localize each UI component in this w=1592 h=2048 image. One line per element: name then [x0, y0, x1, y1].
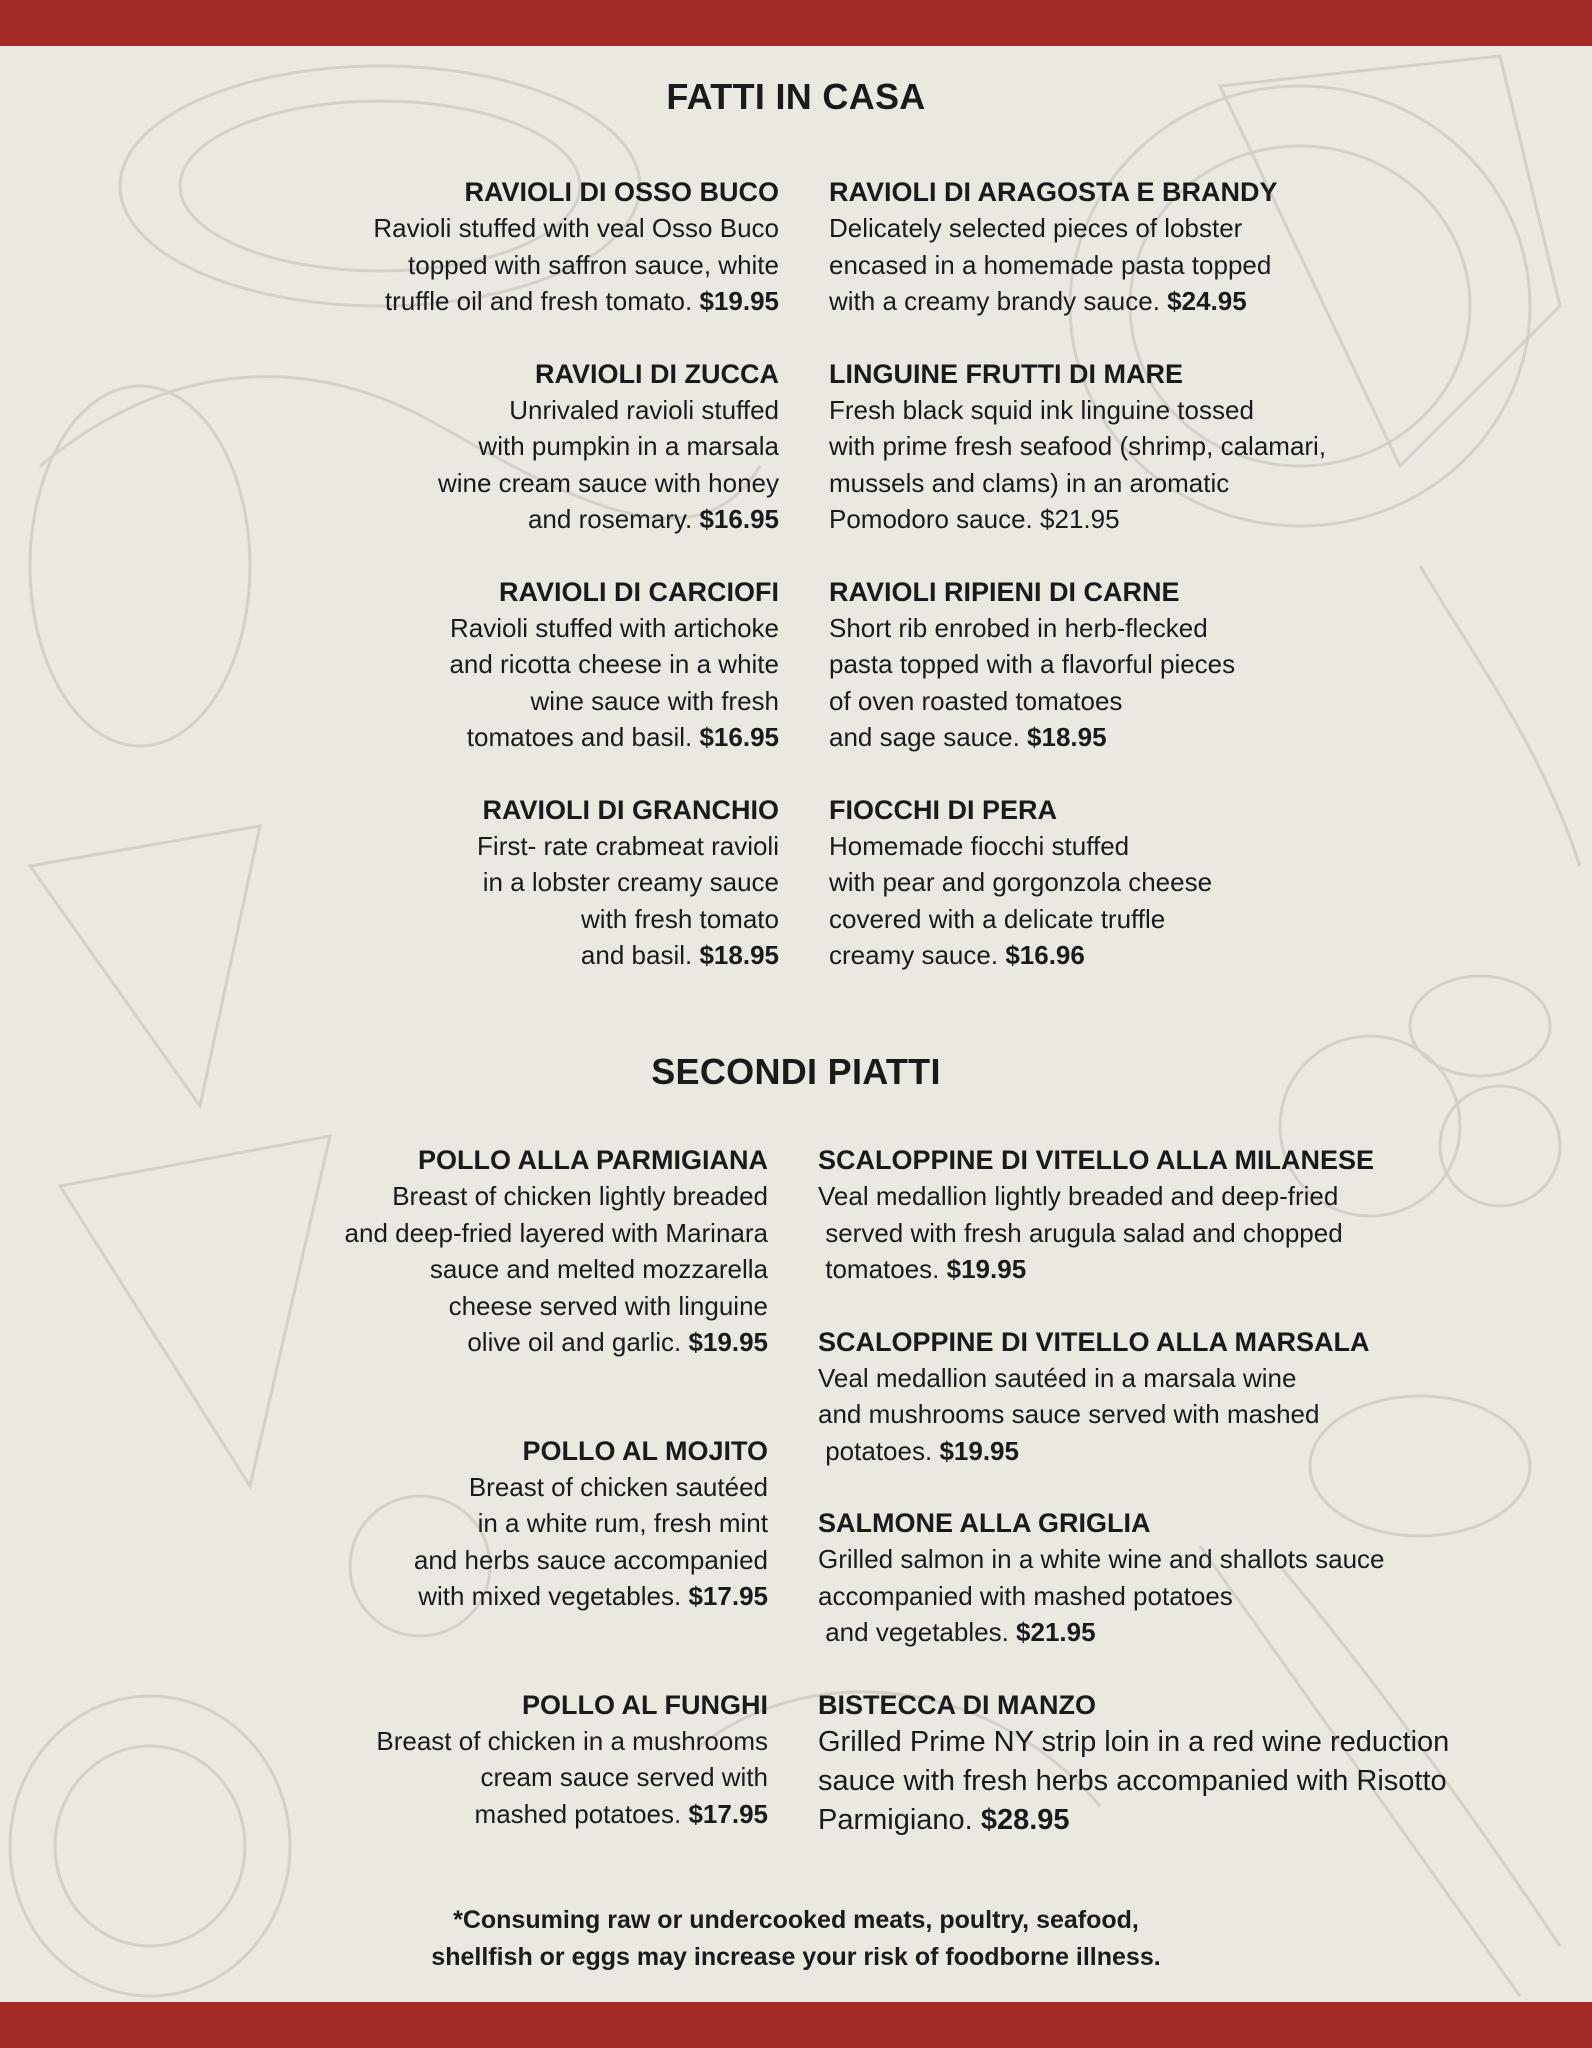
- item-name: POLLO AL MOJITO: [522, 1435, 768, 1466]
- top-red-band: [0, 0, 1592, 46]
- item-price: $18.95: [699, 940, 779, 970]
- menu-item: [818, 1505, 1558, 1651]
- menu-item: [208, 1687, 768, 1833]
- item-name: SCALOPPINE DI VITELLO ALLA MILANESE: [818, 1145, 1375, 1175]
- item-price: $18.95: [1027, 722, 1107, 752]
- item-description: Homemade fiocchi stuffed with pear and gorgonzola cheese covered with a delicate truffle creamy sauce. $16.96: [829, 830, 1213, 970]
- item-description: Unrivaled ravioli stuffed with pumpkin in a marsala wine cream sauce with honey and rosemary. $16.95: [437, 394, 779, 534]
- item-name: POLLO ALLA PARMIGIANA: [418, 1145, 768, 1175]
- fatti-left-column: [259, 174, 779, 974]
- item-description: Veal medallion lightly breaded and deep-fried served with fresh arugula salad and chopped tomatoes. $19.95: [818, 1181, 1343, 1284]
- item-description: Breast of chicken lightly breaded and deep-fried layered with Marinara sauce and melted mozzarella cheese served with linguine olive oil and garlic. $19.95: [344, 1181, 768, 1357]
- item-description: Delicately selected pieces of lobster encased in a homemade pasta topped with a creamy brandy sauce. $24.95: [829, 213, 1272, 316]
- menu-item: [818, 1324, 1558, 1470]
- item-name: RAVIOLI DI OSSO BUCO: [464, 177, 779, 207]
- item-name: RAVIOLI DI ARAGOSTA E BRANDY: [829, 177, 1278, 207]
- item-name: LINGUINE FRUTTI DI MARE: [829, 358, 1183, 389]
- item-name: SALMONE ALLA GRIGLIA: [818, 1508, 1151, 1538]
- item-name: RAVIOLI RIPIENI DI CARNE: [829, 576, 1180, 607]
- item-price: $16.95: [699, 504, 779, 534]
- item-description: Short rib enrobed in herb-flecked pasta topped with a flavorful pieces of oven roasted tomatoes and sage sauce. $18.95: [829, 612, 1236, 752]
- item-price: $24.95: [1167, 286, 1247, 316]
- item-name: RAVIOLI DI GRANCHIO: [482, 794, 779, 825]
- bottom-red-band: [0, 2002, 1592, 2048]
- item-description: Veal medallion sautéed in a marsala wine and mushrooms sauce served with mashed potatoes. $19.95: [818, 1362, 1320, 1466]
- item-price: $19.95: [946, 1254, 1027, 1284]
- item-name: POLLO AL FUNGHI: [522, 1689, 768, 1720]
- item-price: $19.95: [699, 286, 779, 316]
- item-price: $17.95: [688, 1581, 768, 1611]
- item-name: RAVIOLI DI CARCIOFI: [499, 576, 779, 607]
- item-price: $16.95: [699, 722, 779, 752]
- footnote-line-2: shellfish or eggs may increase your risk of foodborne illness.: [431, 1943, 1161, 1971]
- item-description: Ravioli stuffed with veal Osso Buco topped with saffron sauce, white truffle oil and fresh tomato. $19.95: [373, 213, 779, 316]
- item-description: Fresh black squid ink linguine tossed with prime fresh seafood (shrimp, calamari, mussels and clams) in an aromatic Pomodoro sauce. $21.95: [829, 394, 1327, 534]
- section-title-secondi-piatti: SECONDI PIATTI: [651, 1051, 941, 1092]
- item-name: FIOCCHI DI PERA: [829, 794, 1058, 825]
- item-description: First- rate crabmeat ravioli in a lobster creamy sauce with fresh tomato and basil. $18.95: [477, 830, 779, 970]
- item-name: RAVIOLI DI ZUCCA: [535, 358, 779, 389]
- item-description: Grilled salmon in a white wine and shallots sauce accompanied with mashed potatoes and vegetables. $21.95: [818, 1544, 1385, 1647]
- allergy-footnote: [0, 1902, 1592, 1976]
- menu-item: [208, 1142, 768, 1361]
- item-price: $19.95: [939, 1435, 1019, 1466]
- menu-item: [829, 792, 1509, 974]
- item-price: $28.95: [980, 1803, 1070, 1836]
- secondi-right-column: [818, 1142, 1558, 1840]
- item-description: Ravioli stuffed with artichoke and ricotta cheese in a white wine sauce with fresh tomatoes and basil. $16.95: [449, 612, 779, 752]
- menu-item: [259, 356, 779, 538]
- fatti-right-column: [829, 174, 1509, 974]
- item-name: BISTECCA DI MANZO: [818, 1689, 1096, 1720]
- menu-item: [829, 356, 1509, 538]
- menu-item: [208, 1433, 768, 1615]
- menu-item: [829, 174, 1509, 320]
- menu-item: [818, 1142, 1558, 1288]
- menu-item: [259, 174, 779, 320]
- menu-item: [818, 1687, 1558, 1840]
- menu-item: [259, 792, 779, 974]
- item-price: $21.95: [1040, 504, 1120, 534]
- item-price: $16.96: [1005, 940, 1085, 970]
- item-description: Breast of chicken in a mushrooms cream sauce served with mashed potatoes. $17.95: [376, 1725, 768, 1829]
- item-name: SCALOPPINE DI VITELLO ALLA MARSALA: [818, 1326, 1370, 1357]
- item-price: $21.95: [1016, 1617, 1096, 1647]
- item-price: $19.95: [688, 1327, 768, 1357]
- footnote-line-1: *Consuming raw or undercooked meats, poultry, seafood,: [453, 1906, 1139, 1934]
- item-price: $17.95: [688, 1798, 768, 1829]
- secondi-left-column: [208, 1142, 768, 1832]
- menu-item: [829, 574, 1509, 756]
- item-description: Breast of chicken sautéed in a white rum, fresh mint and herbs sauce accompanied with mixed vegetables. $17.95: [413, 1471, 768, 1611]
- menu-item: [259, 574, 779, 756]
- section-title-fatti-in-casa: FATTI IN CASA: [666, 76, 926, 117]
- item-description: Grilled Prime NY strip loin in a red wine reduction sauce with fresh herbs accompanied with Risotto Parmigiano. $28.95: [818, 1725, 1450, 1836]
